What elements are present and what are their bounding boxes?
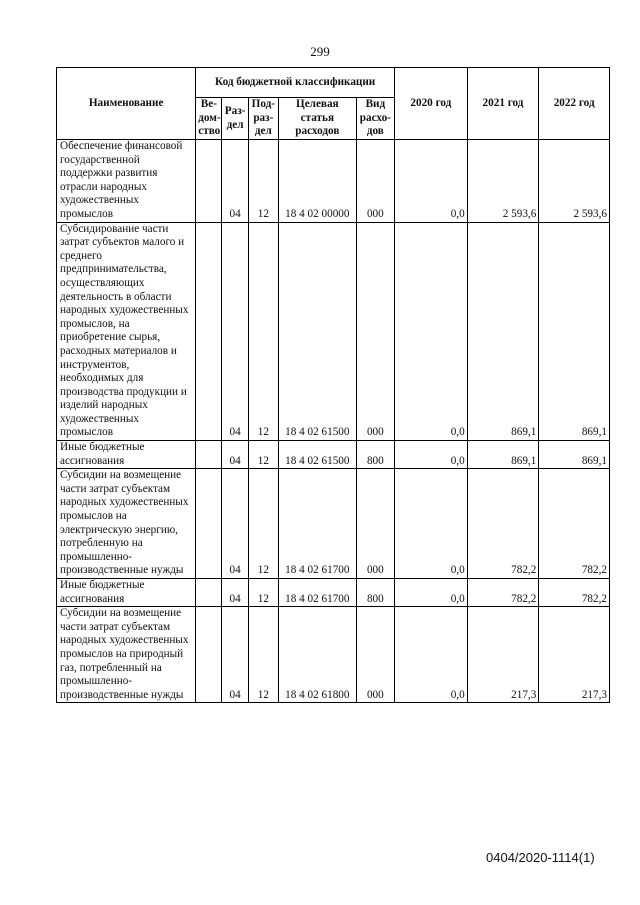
row-name: Иные бюджетные ассигнования <box>57 579 196 607</box>
row-name: Обеспечение финансовой государственной поддержки развития отрасли народных художественных промыслов <box>57 140 196 223</box>
table-row <box>57 222 610 441</box>
row-2022: 782,2 <box>539 579 610 607</box>
row-2022: 869,1 <box>539 441 610 469</box>
row-dept <box>196 607 222 703</box>
row-type: 000 <box>356 140 394 223</box>
row-subsection: 12 <box>248 469 278 579</box>
row-type: 000 <box>356 607 394 703</box>
row-dept <box>196 140 222 223</box>
row-section: 04 <box>222 222 248 441</box>
header-name: Наименование <box>57 68 196 140</box>
row-type: 000 <box>356 222 394 441</box>
table-row <box>57 140 610 223</box>
row-section: 04 <box>222 469 248 579</box>
row-subsection: 12 <box>248 222 278 441</box>
row-dept <box>196 222 222 441</box>
table-row <box>57 469 610 579</box>
row-2020: 0,0 <box>395 222 468 441</box>
table-row <box>57 441 610 469</box>
row-target: 18 4 02 61500 <box>278 441 356 469</box>
budget-table <box>56 67 610 703</box>
row-section: 04 <box>222 607 248 703</box>
row-name: Субсидирование части затрат субъектов малого и среднего предпринимательства, осуществляющих деятельность в области народных художественных промыслов, на приобретение сырья, расходных материалов и инструментов, необходимых для производства продукции и изделий народных художественных промыслов <box>57 222 196 441</box>
row-section: 04 <box>222 441 248 469</box>
header-dept: Ве- дом- ство <box>196 98 222 140</box>
row-name: Субсидии на возмещение части затрат субъектам народных художественных промыслов на природный газ, потребленный на промышленно-производственные нужды <box>57 607 196 703</box>
row-type: 800 <box>356 579 394 607</box>
table-row <box>57 579 610 607</box>
header-code-group: Код бюджетной классификации <box>196 68 395 98</box>
row-subsection: 12 <box>248 441 278 469</box>
row-target: 18 4 02 00000 <box>278 140 356 223</box>
page-number: 299 <box>310 44 330 59</box>
row-2021: 2 593,6 <box>467 140 539 223</box>
row-type: 000 <box>356 469 394 579</box>
row-section: 04 <box>222 579 248 607</box>
row-2022: 2 593,6 <box>539 140 610 223</box>
row-2022: 782,2 <box>539 469 610 579</box>
row-dept <box>196 579 222 607</box>
row-subsection: 12 <box>248 579 278 607</box>
row-target: 18 4 02 61700 <box>278 469 356 579</box>
header-2020: 2020 год <box>395 68 468 140</box>
header-type: Вид расхо- дов <box>356 98 394 140</box>
header-target: Целевая статья расходов <box>278 98 356 140</box>
header-2022: 2022 год <box>539 68 610 140</box>
table-row <box>57 607 610 703</box>
header-subsection: Под- раз- дел <box>248 98 278 140</box>
row-2020: 0,0 <box>395 607 468 703</box>
row-subsection: 12 <box>248 607 278 703</box>
row-dept <box>196 441 222 469</box>
row-section: 04 <box>222 140 248 223</box>
header-section: Раз- дел <box>222 98 248 140</box>
row-name: Иные бюджетные ассигнования <box>57 441 196 469</box>
row-type: 800 <box>356 441 394 469</box>
row-target: 18 4 02 61500 <box>278 222 356 441</box>
row-2021: 869,1 <box>467 222 539 441</box>
row-2020: 0,0 <box>395 441 468 469</box>
row-2020: 0,0 <box>395 140 468 223</box>
row-2021: 869,1 <box>467 441 539 469</box>
document-number: 0404/2020-1114(1) <box>486 850 595 865</box>
row-target: 18 4 02 61800 <box>278 607 356 703</box>
row-target: 18 4 02 61700 <box>278 579 356 607</box>
row-dept <box>196 469 222 579</box>
row-2022: 217,3 <box>539 607 610 703</box>
row-2021: 782,2 <box>467 469 539 579</box>
row-2020: 0,0 <box>395 579 468 607</box>
row-subsection: 12 <box>248 140 278 223</box>
row-2021: 217,3 <box>467 607 539 703</box>
row-2022: 869,1 <box>539 222 610 441</box>
row-2020: 0,0 <box>395 469 468 579</box>
row-name: Субсидии на возмещение части затрат субъектам народных художественных промыслов на электрическую энергию, потребленную на промышленно-производственные нужды <box>57 469 196 579</box>
row-2021: 782,2 <box>467 579 539 607</box>
header-2021: 2021 год <box>467 68 539 140</box>
